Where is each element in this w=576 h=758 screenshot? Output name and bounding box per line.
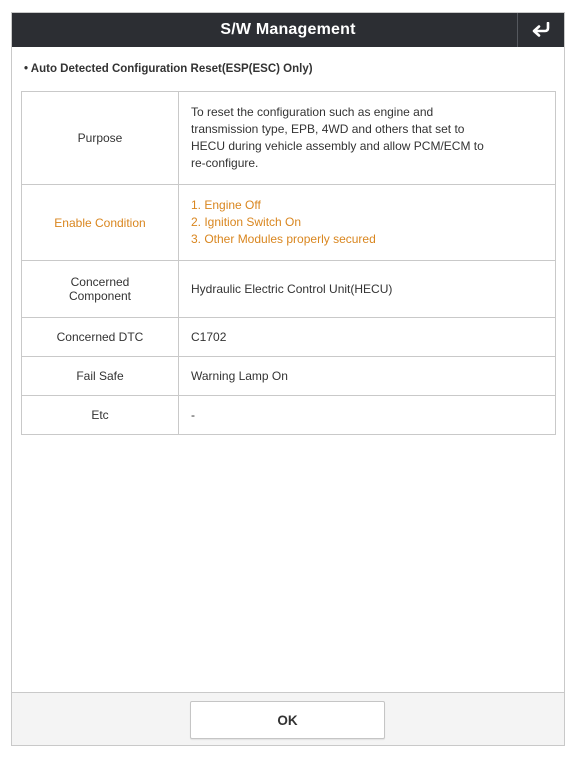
page-title: S/W Management (220, 21, 356, 38)
ok-button[interactable]: OK (190, 701, 385, 739)
section-subtitle: • Auto Detected Configuration Reset(ESP(ESC) Only) (24, 63, 313, 75)
table-row-enable-condition (22, 185, 556, 261)
table-row-etc (22, 396, 556, 435)
table-row-fail-safe (22, 357, 556, 396)
label-line: Concerned (70, 275, 130, 289)
value-line: To reset the configuration such as engine and (191, 105, 434, 119)
row-value (179, 185, 556, 261)
info-table (21, 91, 556, 435)
sw-management-window (11, 12, 565, 746)
row-value: - (179, 396, 556, 435)
row-value: C1702 (179, 318, 556, 357)
value-line: re-configure. (191, 156, 259, 170)
row-label: Fail Safe (22, 357, 179, 396)
return-arrow-icon (531, 22, 551, 38)
table-row-concerned-component (22, 261, 556, 318)
row-value (179, 92, 556, 185)
label-line: Component (68, 289, 132, 303)
value-line: transmission type, EPB, 4WD and others that set to (191, 122, 465, 136)
row-label (22, 261, 179, 318)
footer-bar (12, 692, 564, 745)
title-bar (12, 13, 564, 47)
table-row-concerned-dtc (22, 318, 556, 357)
value-line: 1. Engine Off (191, 198, 261, 212)
value-line: 3. Other Modules properly secured (191, 232, 376, 246)
row-label: Purpose (22, 92, 179, 185)
row-label: Enable Condition (22, 185, 179, 261)
row-value: Warning Lamp On (179, 357, 556, 396)
value-line: 2. Ignition Switch On (191, 215, 302, 229)
table-row-purpose (22, 92, 556, 185)
value-line: HECU during vehicle assembly and allow PCM/ECM to (191, 139, 484, 153)
back-button[interactable] (517, 13, 564, 47)
row-value: Hydraulic Electric Control Unit(HECU) (179, 261, 556, 318)
row-label: Concerned DTC (22, 318, 179, 357)
row-label: Etc (22, 396, 179, 435)
